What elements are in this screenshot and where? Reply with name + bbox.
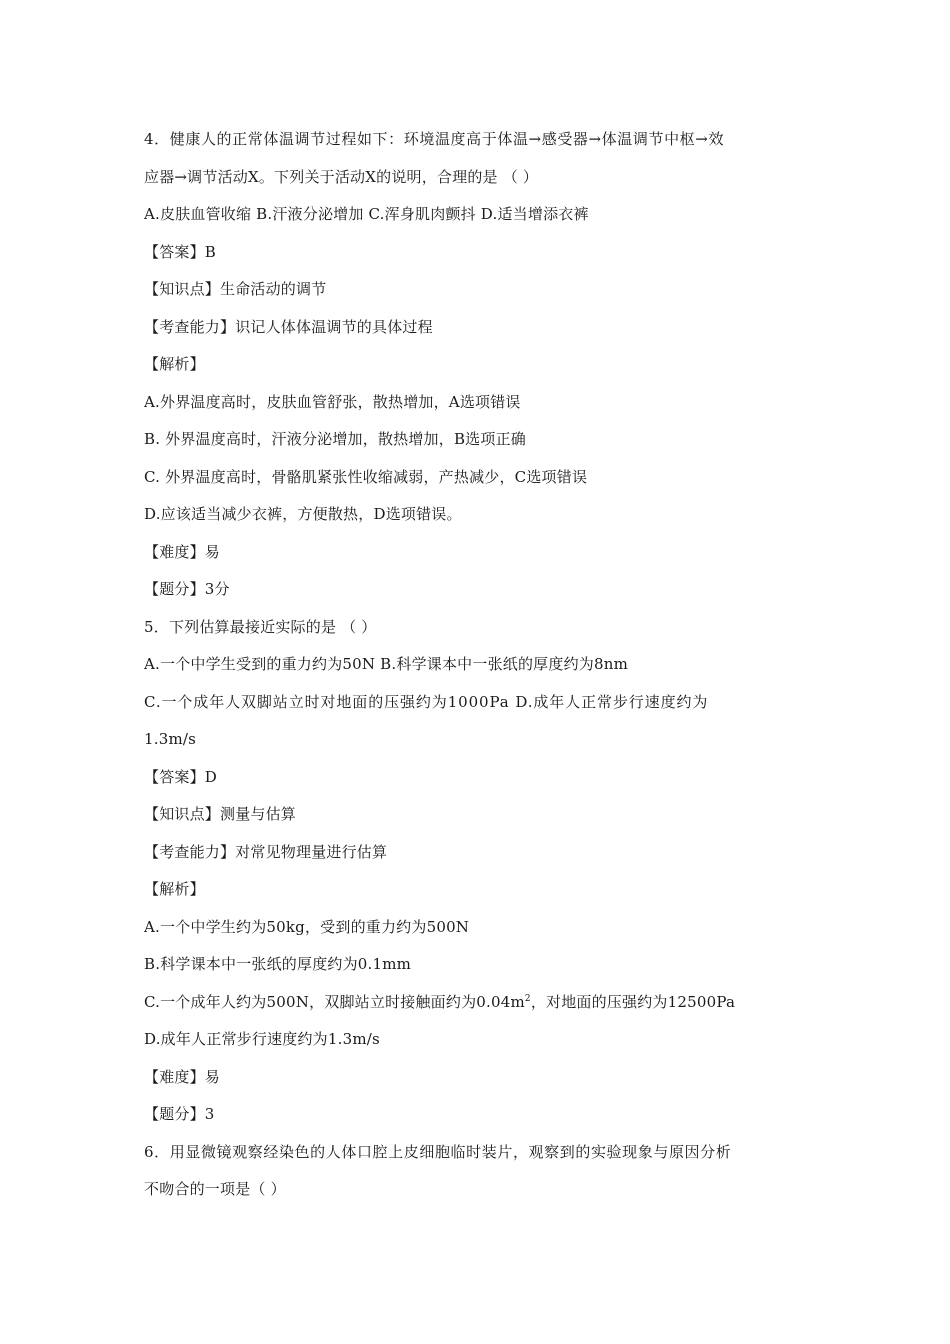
q4-difficulty: 【难度】易: [144, 542, 221, 561]
q5-options-line-2: C.一个成年人双脚站立时对地面的压强约为1000Pa D.成年人正常步行速度约为: [144, 692, 709, 711]
q6-stem-line-2: 不吻合的一项是（ ）: [144, 1180, 286, 1198]
q5-ability: 【考查能力】对常见物理量进行估算: [144, 842, 388, 861]
q5-analysis-c-superscript: 2: [524, 993, 531, 1004]
q4-score: 【题分】3分: [144, 580, 230, 598]
q5-difficulty: 【难度】易: [144, 1067, 221, 1086]
q5-analysis-a: A.一个中学生约为50kg，受到的重力约为500N: [144, 917, 470, 936]
q4-stem-line-1: 4．健康人的正常体温调节过程如下：环境温度高于体温→感受器→体温调节中枢→效: [144, 130, 725, 148]
q4-analysis-d: D.应该适当减少衣裤，方便散热，D选项错误。: [144, 505, 462, 523]
q4-analysis-heading: 【解析】: [144, 355, 205, 373]
q5-analysis-c: [144, 984, 808, 1022]
q4-analysis-c: C. 外界温度高时，骨骼肌紧张性收缩减弱，产热减少，C选项错误: [144, 467, 588, 486]
q5-analysis-heading: 【解析】: [144, 880, 205, 898]
q4-answer: 【答案】B: [144, 242, 217, 261]
q5-stem: 5．下列估算最接近实际的是 （ ）: [144, 617, 377, 636]
q5-analysis-c-text: C.一个成年人约为500N，双脚站立时接触面约为0.04m: [144, 992, 525, 1011]
q4-analysis-a: A.外界温度高时，皮肤血管舒张，散热增加，A选项错误: [144, 392, 521, 411]
document-body: [144, 121, 808, 1209]
q5-analysis-c-text-end: ，对地面的压强约为12500Pa: [530, 992, 736, 1011]
q4-stem-line-2: 应器→调节活动Ⅹ。下列关于活动Ⅹ的说明，合理的是 （ ）: [144, 167, 539, 186]
q5-score: 【题分】3: [144, 1105, 215, 1123]
q5-options-line-3: 1.3m/s: [144, 730, 197, 748]
q5-analysis-b: B.科学课本中一张纸的厚度约为0.1mm: [144, 955, 412, 973]
q5-analysis-d: D.成年人正常步行速度约为1.3m/s: [144, 1030, 380, 1048]
q5-knowledge-point: 【知识点】测量与估算: [144, 805, 297, 823]
q6-stem-line-1: 6．用显微镜观察经染色的人体口腔上皮细胞临时装片，观察到的实验现象与原因分析: [144, 1142, 732, 1161]
q5-options-line-1: A.一个中学生受到的重力约为50N B.科学课本中一张纸的厚度约为8nm: [144, 655, 629, 673]
q5-answer: 【答案】D: [144, 767, 218, 786]
q4-options: A.皮肤血管收缩 B.汗液分泌增加 C.浑身肌肉颤抖 D.适当增添衣裤: [144, 205, 589, 223]
q4-knowledge-point: 【知识点】生命活动的调节: [144, 280, 327, 298]
q4-analysis-b: B. 外界温度高时，汗液分泌增加，散热增加，B选项正确: [144, 430, 526, 448]
q4-ability: 【考查能力】识记人体体温调节的具体过程: [144, 317, 433, 336]
